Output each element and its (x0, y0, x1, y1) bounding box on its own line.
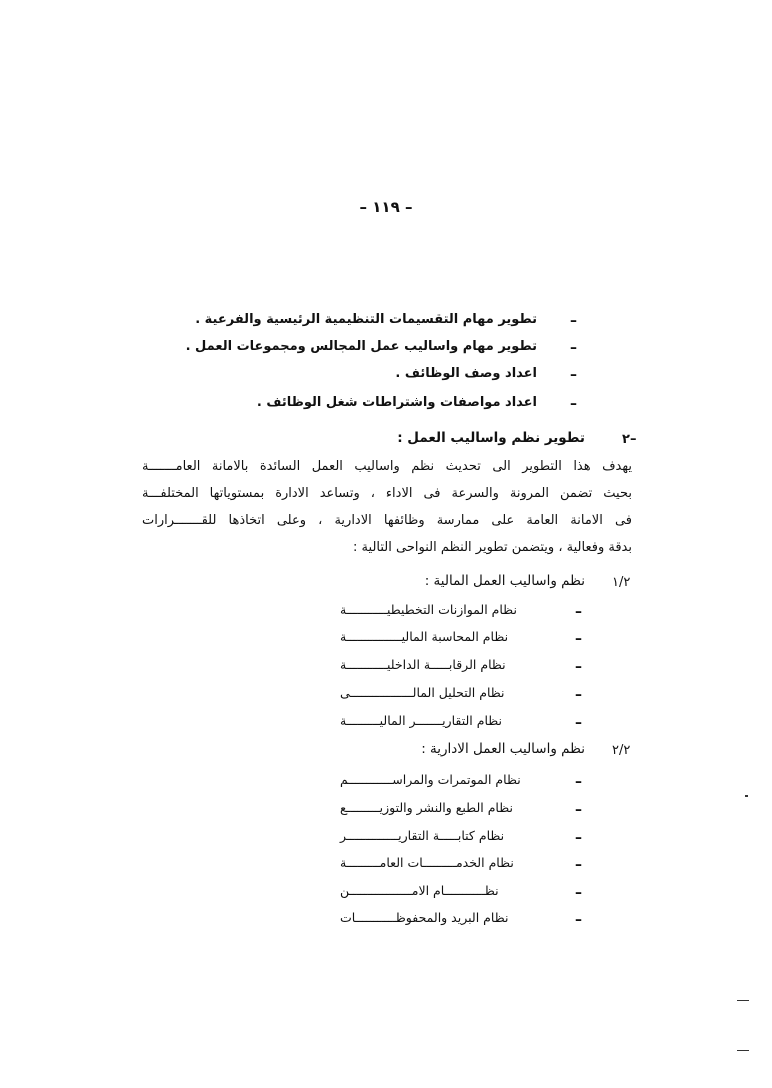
paragraph-line: بدقة وفعالية ، ويتضمن تطوير النظم النواحى التالية : (353, 540, 632, 555)
subsection-heading: نظم واساليب العمل الادارية : (421, 741, 585, 757)
bullet-dash: – (570, 313, 577, 329)
list-item: تطوير مهام واساليب عمل المجالس ومجموعات العمل . (185, 339, 537, 354)
list-item: تطوير مهام التقسيمات التنظيمية الرئيسية والفرعية . (195, 312, 537, 327)
paragraph-line: فى الامانة العامة على ممارسة وظائفها الادارية ، وعلى اتخاذها للقـــــــرارات (142, 513, 632, 528)
page-number: – ١١٩ – (359, 198, 413, 216)
list-item: نظام الخدمـــــــــات العامـــــــــة (340, 855, 514, 870)
list-item: اعداد مواصفات واشتراطات شغل الوظائف . (256, 395, 537, 410)
item-dash: – (575, 857, 582, 873)
list-item: نظام التقاريـــــــر الماليـــــــــة (340, 713, 503, 728)
list-item: نظـــــــــــام الامـــــــــــــــــن (340, 883, 499, 898)
item-dash: – (575, 802, 582, 818)
section-number: ٢– (622, 432, 637, 447)
scan-mark (737, 1050, 749, 1051)
list-item: نظام الرقابـــــة الداخليـــــــــــة (340, 657, 506, 672)
item-dash: – (575, 631, 582, 647)
item-dash: – (575, 774, 582, 790)
scan-mark (737, 1000, 749, 1001)
paragraph-line: بحيث تضمن المرونة والسرعة فى الاداء ، وتساعد الادارة بمستوياتها المختلفـــة (142, 486, 632, 501)
list-item: نظام البريد والمحفوظـــــــــــات (340, 910, 509, 925)
item-dash: – (575, 604, 582, 620)
subsection-number: ٢/٢ (612, 743, 631, 758)
list-item: نظام التحليل المالـــــــــــــــــى (340, 685, 505, 700)
paragraph-line: يهدف هذا التطوير الى تحديث نظم واساليب العمل السائدة بالامانة العامـــــــة (142, 459, 632, 474)
list-item: اعداد وصف الوظائف . (395, 366, 537, 381)
subsection-heading: نظم واساليب العمل المالية : (424, 573, 585, 589)
item-dash: – (575, 885, 582, 901)
bullet-dash: – (570, 340, 577, 356)
scan-mark (745, 795, 748, 797)
section-heading: تطوير نظم واساليب العمل : (397, 430, 585, 446)
item-dash: – (575, 687, 582, 703)
list-item: نظام الطبع والنشر والتوزيـــــــــع (340, 800, 513, 815)
list-item: نظام الموازنات التخطيطيـــــــــــة (340, 602, 517, 617)
bullet-dash: – (570, 367, 577, 383)
item-dash: – (575, 912, 582, 928)
list-item: نظام المحاسبة الماليـــــــــــــــة (340, 629, 509, 644)
item-dash: – (575, 659, 582, 675)
list-item: نظام كتابـــــة التقاريــــــــــــــر (340, 828, 505, 843)
bullet-dash: – (570, 396, 577, 412)
item-dash: – (575, 830, 582, 846)
subsection-number: ١/٢ (612, 575, 631, 590)
list-item: نظام الموتمرات والمراســــــــــــم (340, 772, 521, 787)
item-dash: – (575, 715, 582, 731)
